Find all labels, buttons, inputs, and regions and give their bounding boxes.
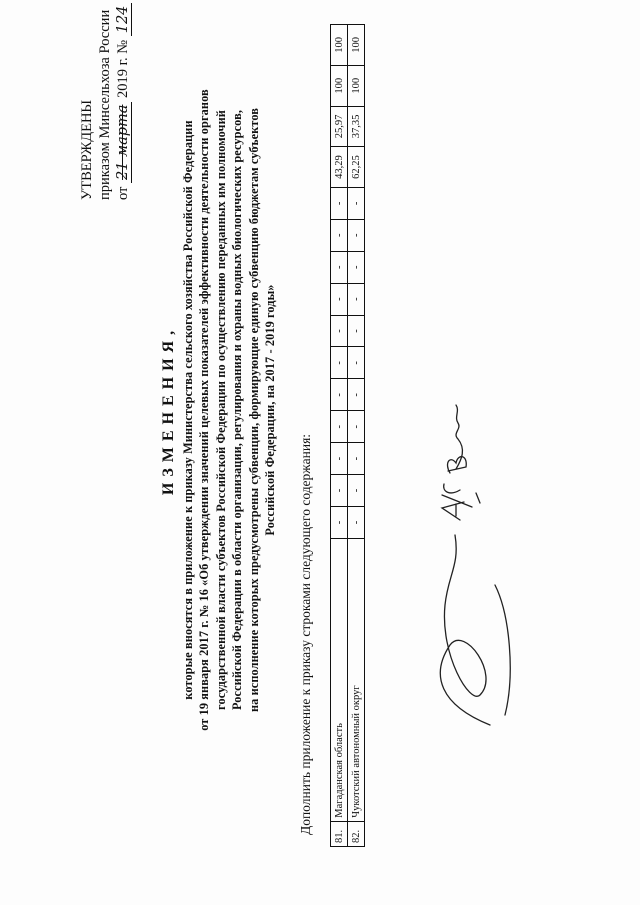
empty-indicator-cell: - (348, 187, 365, 219)
indicator-value: 43,29 (331, 147, 348, 188)
subtitle-line: на исполнение которых предусмотрены субвенции, формирующие единую субвенцию бюджетам субъектов (246, 108, 261, 713)
approval-date: 21 марта (115, 102, 132, 183)
table-row (331, 25, 348, 847)
empty-indicator-cell: - (331, 283, 348, 315)
empty-indicator-cell: - (331, 379, 348, 411)
empty-indicator-cell: - (331, 219, 348, 251)
empty-indicator-cell: - (331, 507, 348, 539)
heading-subtitle (180, 10, 278, 810)
approval-number-sign: № (115, 39, 131, 54)
subtitle-line: государственной власти субъектов Российской Федерации по осуществлению переданных им полномочий (213, 110, 228, 710)
page-heading: ИЗМЕНЕНИЯ, (160, 324, 177, 496)
indicator-value: 37,35 (348, 106, 365, 147)
approval-date-line (114, 5, 132, 200)
handwritten-signature (420, 375, 530, 735)
empty-indicator-cell: - (348, 507, 365, 539)
approval-order: приказом Минсельхоза России (97, 9, 113, 200)
subtitle-line: от 19 января 2017 г. № 16 «Об утверждении значений целевых показателей эффективности деятельности органов (197, 89, 212, 731)
empty-indicator-cell: - (331, 315, 348, 347)
region-name: Магаданская область (331, 538, 348, 821)
empty-indicator-cell: - (348, 443, 365, 475)
empty-indicator-cell: - (331, 347, 348, 379)
approval-number: 124 (115, 3, 132, 37)
empty-indicator-cell: - (348, 219, 365, 251)
empty-indicator-cell: - (348, 475, 365, 507)
approval-title: УТВЕРЖДЕНЫ (79, 99, 95, 200)
empty-indicator-cell: - (348, 251, 365, 283)
subtitle-line: Российской Федерации в области организации, регулирования и охраны водных биологических ресурсов, (230, 110, 245, 711)
table-body (331, 25, 365, 847)
region-name: Чукотский автономный округ (348, 538, 365, 821)
table-row (348, 25, 365, 847)
empty-indicator-cell: - (348, 283, 365, 315)
subtitle-line: которые вносятся в приложение к приказу Министерства сельского хозяйства Российской Федерации (181, 120, 195, 700)
row-number: 81. (331, 821, 348, 846)
indicator-value: 62,25 (348, 147, 365, 188)
row-number: 82. (348, 821, 365, 846)
empty-indicator-cell: - (348, 347, 365, 379)
indicator-value: 100 (348, 25, 365, 66)
empty-indicator-cell: - (331, 251, 348, 283)
subtitle-line: Российской Федерации, на 2017 - 2019 годы» (263, 284, 278, 536)
empty-indicator-cell: - (331, 411, 348, 443)
indicator-value: 100 (331, 65, 348, 106)
empty-indicator-cell: - (331, 475, 348, 507)
indicators-table (330, 24, 365, 847)
approval-stamp (78, 5, 132, 200)
indicator-value: 25,97 (331, 106, 348, 147)
indicator-value: 100 (348, 65, 365, 106)
indicator-value: 100 (331, 25, 348, 66)
approval-year: 2019 г. (115, 57, 131, 98)
intro-text: Дополнить приложение к приказу строками следующего содержания: (298, 433, 313, 835)
empty-indicator-cell: - (331, 187, 348, 219)
empty-indicator-cell: - (348, 315, 365, 347)
approval-prefix: от (115, 186, 131, 200)
empty-indicator-cell: - (348, 379, 365, 411)
empty-indicator-cell: - (331, 443, 348, 475)
title-block (160, 10, 278, 810)
empty-indicator-cell: - (348, 411, 365, 443)
